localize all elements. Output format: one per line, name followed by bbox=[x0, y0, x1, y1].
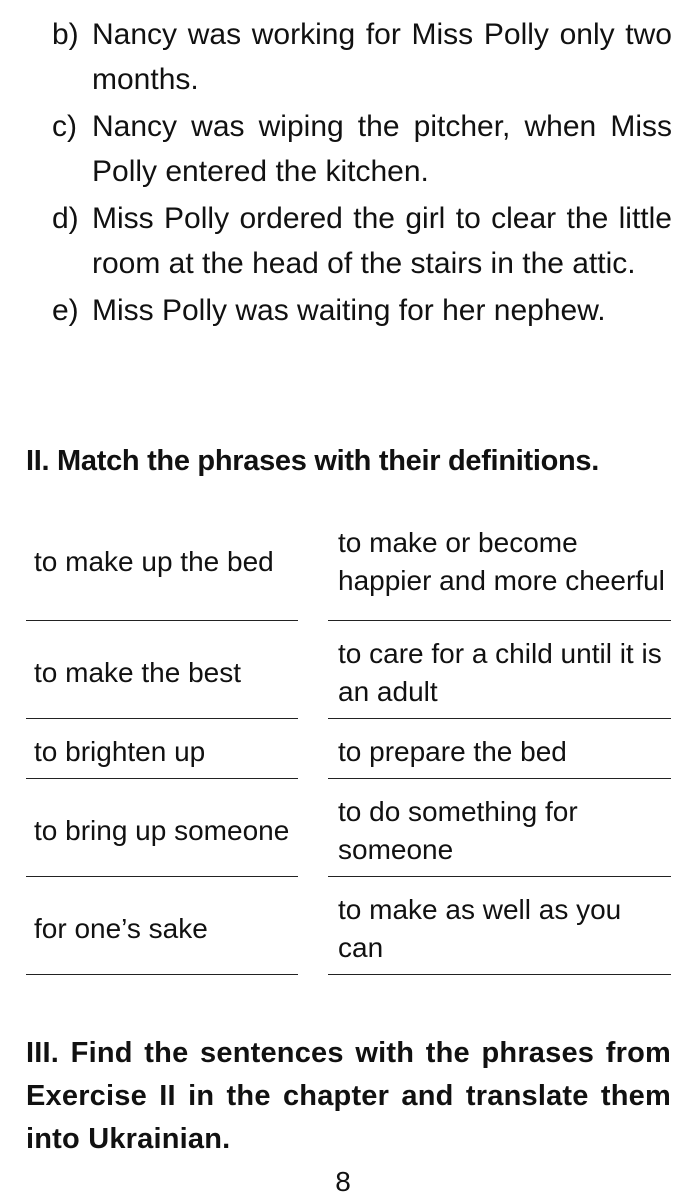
item-text: Miss Polly ordered the girl to clear the little room at the head of the stairs in the attic. bbox=[92, 202, 672, 280]
definition-cell bbox=[328, 785, 671, 877]
definition-cell bbox=[328, 883, 671, 975]
item-letter: d) bbox=[52, 202, 79, 235]
definition-text: to make as well as you can bbox=[338, 893, 622, 963]
list-item bbox=[0, 104, 686, 194]
list-item bbox=[0, 12, 686, 102]
item-letter: e) bbox=[52, 294, 79, 327]
definition-text: to prepare the bed bbox=[338, 735, 567, 767]
definition-cell bbox=[328, 627, 671, 719]
item-letter: c) bbox=[52, 110, 77, 143]
phrase-cell bbox=[26, 883, 298, 975]
phrase-cell bbox=[26, 785, 298, 877]
phrase-text: to bring up someone bbox=[34, 814, 290, 846]
exercise-1-items bbox=[0, 12, 686, 335]
exercise-3-heading: III. Find the sentences with the phrases from Exercise II in the chapter and translate them into Ukrainian. bbox=[26, 1037, 671, 1155]
phrase-cell bbox=[26, 725, 298, 779]
phrase-text: to make up the bed bbox=[34, 545, 274, 577]
matching-table bbox=[26, 503, 671, 981]
list-item bbox=[0, 196, 686, 286]
phrase-text: for one’s sake bbox=[34, 912, 208, 944]
definition-text: to make or become happier and more cheerful bbox=[338, 526, 665, 596]
table-row bbox=[26, 883, 671, 975]
item-text: Miss Polly was waiting for her nephew. bbox=[92, 294, 606, 327]
item-text: Nancy was wiping the pitcher, when Miss Polly entered the kitchen. bbox=[92, 110, 672, 188]
definition-text: to care for a child until it is an adult bbox=[338, 637, 662, 707]
page-number: 8 bbox=[335, 1166, 351, 1197]
definition-text: to do something for someone bbox=[338, 795, 578, 865]
table-row bbox=[26, 503, 671, 621]
definition-cell bbox=[328, 725, 671, 779]
exercise-2-heading: II. Match the phrases with their definitions. bbox=[26, 445, 600, 477]
item-text: Nancy was working for Miss Polly only two months. bbox=[92, 18, 672, 96]
phrase-text: to make the best bbox=[34, 656, 242, 688]
phrase-cell bbox=[26, 627, 298, 719]
table-row bbox=[26, 725, 671, 779]
phrase-text: to brighten up bbox=[34, 735, 206, 767]
item-letter: b) bbox=[52, 18, 79, 51]
phrase-cell bbox=[26, 503, 298, 621]
table-row bbox=[26, 785, 671, 877]
definition-cell bbox=[328, 503, 671, 621]
list-item bbox=[0, 288, 686, 333]
table-row bbox=[26, 627, 671, 719]
